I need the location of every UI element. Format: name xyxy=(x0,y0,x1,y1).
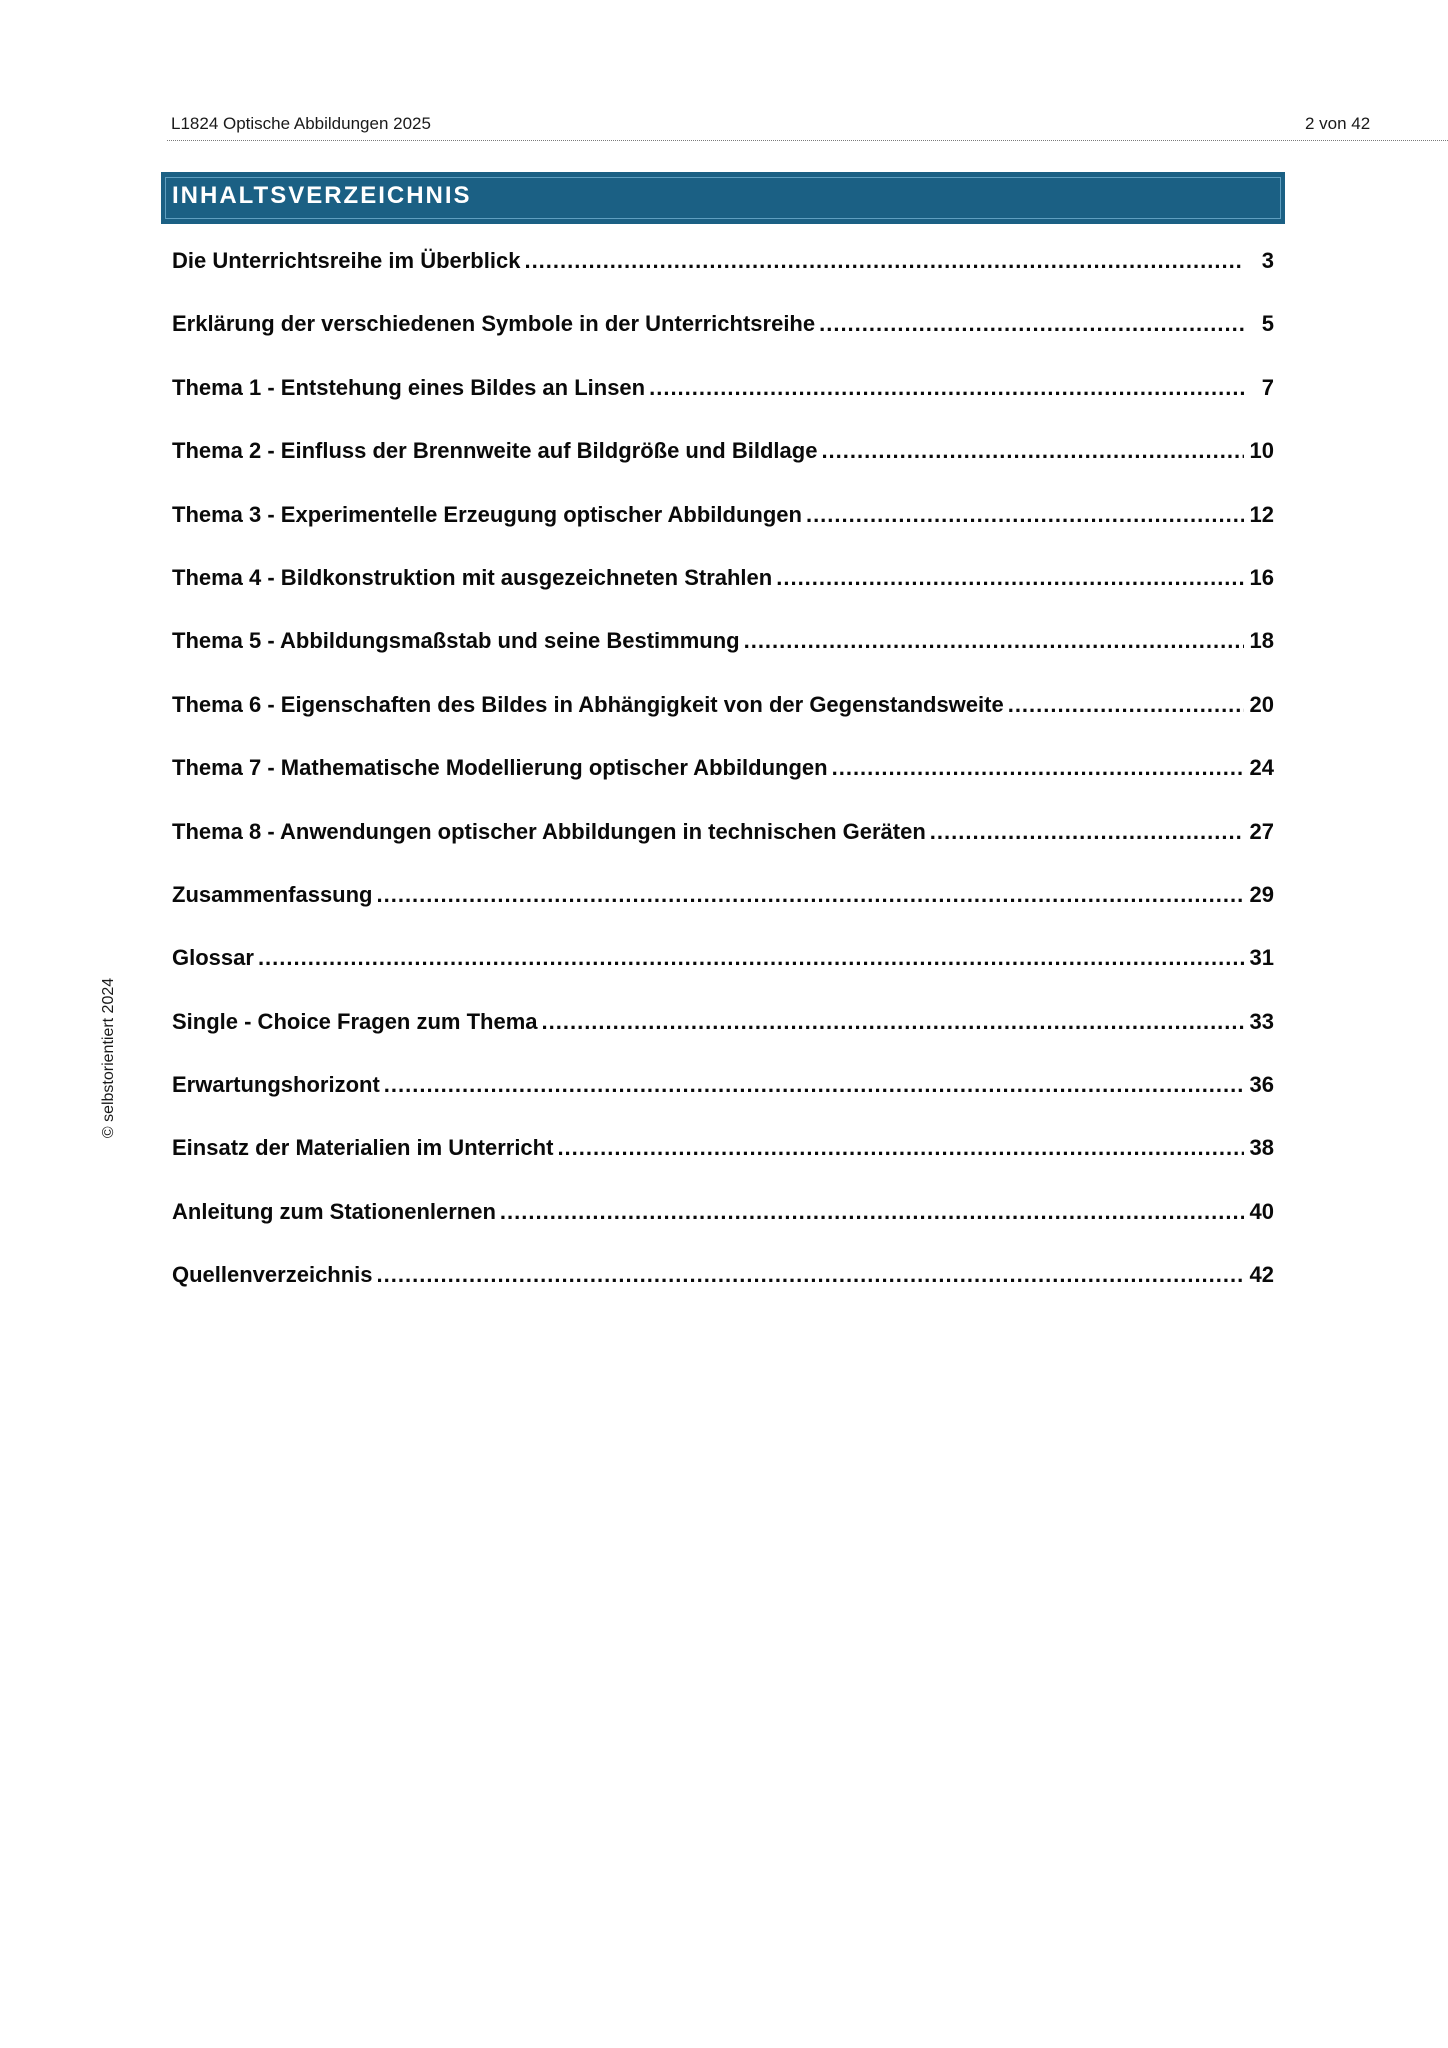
toc-entry[interactable] xyxy=(172,1009,1274,1072)
toc-dot-leader xyxy=(258,945,1244,971)
toc-entry-page: 31 xyxy=(1249,945,1274,971)
toc-heading-bar xyxy=(161,172,1285,224)
toc-entry[interactable] xyxy=(172,311,1274,374)
toc-entry-page: 10 xyxy=(1249,438,1274,464)
toc-entry-page: 33 xyxy=(1249,1008,1274,1034)
toc-entry[interactable] xyxy=(172,819,1274,882)
toc-dot-leader xyxy=(776,565,1244,591)
toc-dot-leader xyxy=(744,628,1244,654)
toc-entry[interactable] xyxy=(172,248,1274,311)
toc-entry[interactable] xyxy=(172,945,1274,1008)
toc-entry[interactable] xyxy=(172,438,1274,501)
toc-entry-title: Thema 7 - Mathematische Modellierung optischer Abbildungen xyxy=(172,755,828,781)
document-title: L1824 Optische Abbildungen 2025 xyxy=(171,114,431,133)
toc-entry-page: 40 xyxy=(1249,1198,1274,1224)
toc-dot-leader xyxy=(524,248,1244,274)
toc-entry-page: 42 xyxy=(1249,1262,1274,1288)
page-number: 2 von 42 xyxy=(1305,114,1371,133)
toc-dot-leader xyxy=(819,311,1244,337)
toc-dot-leader xyxy=(542,1009,1244,1035)
toc-entry[interactable] xyxy=(172,375,1274,438)
toc-dot-leader xyxy=(384,1072,1244,1098)
toc-dot-leader xyxy=(649,375,1244,401)
toc-entry-page: 12 xyxy=(1249,501,1274,527)
toc-entry-title: Single - Choice Fragen zum Thema xyxy=(172,1008,538,1034)
toc-dot-leader xyxy=(832,755,1244,781)
toc-heading: INHALTSVERZEICHNIS xyxy=(172,182,472,209)
running-header xyxy=(171,114,1371,140)
toc-dot-leader xyxy=(821,438,1244,464)
toc-entry-page: 24 xyxy=(1249,755,1274,781)
toc-entry-title: Thema 2 - Einfluss der Brennweite auf Bildgröße und Bildlage xyxy=(172,438,818,464)
toc-entry-title: Einsatz der Materialien im Unterricht xyxy=(172,1135,554,1161)
toc-entry[interactable] xyxy=(172,692,1274,755)
toc-entry-title: Thema 5 - Abbildungsmaßstab und seine Bestimmung xyxy=(172,628,740,654)
toc-entry[interactable] xyxy=(172,565,1274,628)
toc-entry-page: 3 xyxy=(1261,248,1274,273)
toc-entry-title: Die Unterrichtsreihe im Überblick xyxy=(172,248,521,273)
toc-entry-title: Zusammenfassung xyxy=(172,881,373,907)
toc-entry[interactable] xyxy=(172,755,1274,818)
toc-entry-page: 18 xyxy=(1249,628,1274,654)
header-divider xyxy=(167,140,1448,141)
toc-entry-title: Erwartungshorizont xyxy=(172,1072,380,1098)
toc-entry-title: Thema 8 - Anwendungen optischer Abbildungen in technischen Geräten xyxy=(172,818,926,844)
toc-entry-title: Thema 4 - Bildkonstruktion mit ausgezeichneten Strahlen xyxy=(172,564,773,590)
toc-dot-leader xyxy=(557,1135,1244,1161)
toc-entry-title: Glossar xyxy=(172,945,254,971)
toc-dot-leader xyxy=(1008,692,1244,718)
toc-entry-title: Quellenverzeichnis xyxy=(172,1262,373,1288)
toc-entry-title: Thema 1 - Entstehung eines Bildes an Linsen xyxy=(172,374,646,400)
toc-entry-title: Erklärung der verschiedenen Symbole in der Unterrichtsreihe xyxy=(172,311,816,337)
toc-dot-leader xyxy=(930,819,1244,845)
toc-entry-page: 5 xyxy=(1261,311,1274,337)
toc-entry-page: 38 xyxy=(1249,1135,1274,1161)
toc-entry[interactable] xyxy=(172,1135,1274,1198)
toc-entry[interactable] xyxy=(172,628,1274,691)
toc-entry[interactable] xyxy=(172,882,1274,945)
toc-entry-page: 36 xyxy=(1249,1072,1274,1098)
toc-dot-leader xyxy=(806,502,1244,528)
toc-entry[interactable] xyxy=(172,1262,1274,1325)
toc-entry-page: 29 xyxy=(1249,881,1274,907)
toc-dot-leader xyxy=(500,1199,1244,1225)
toc-entry-title: Thema 3 - Experimentelle Erzeugung optischer Abbildungen xyxy=(172,501,802,527)
toc-entry-page: 16 xyxy=(1249,564,1274,590)
toc-entry[interactable] xyxy=(172,1072,1274,1135)
toc-entry-title: Anleitung zum Stationenlernen xyxy=(172,1198,496,1224)
toc-entry[interactable] xyxy=(172,502,1274,565)
toc-dot-leader xyxy=(377,1262,1244,1288)
toc-entry[interactable] xyxy=(172,1199,1274,1262)
toc-dot-leader xyxy=(377,882,1245,908)
toc-entry-page: 27 xyxy=(1249,818,1274,844)
toc-list xyxy=(172,248,1274,1326)
toc-entry-title: Thema 6 - Eigenschaften des Bildes in Abhängigkeit von der Gegenstandsweite xyxy=(172,691,1004,717)
toc-entry-page: 20 xyxy=(1249,691,1274,717)
toc-entry-page: 7 xyxy=(1261,374,1274,400)
copyright-notice: © selbstorientiert 2024 xyxy=(100,977,117,1139)
